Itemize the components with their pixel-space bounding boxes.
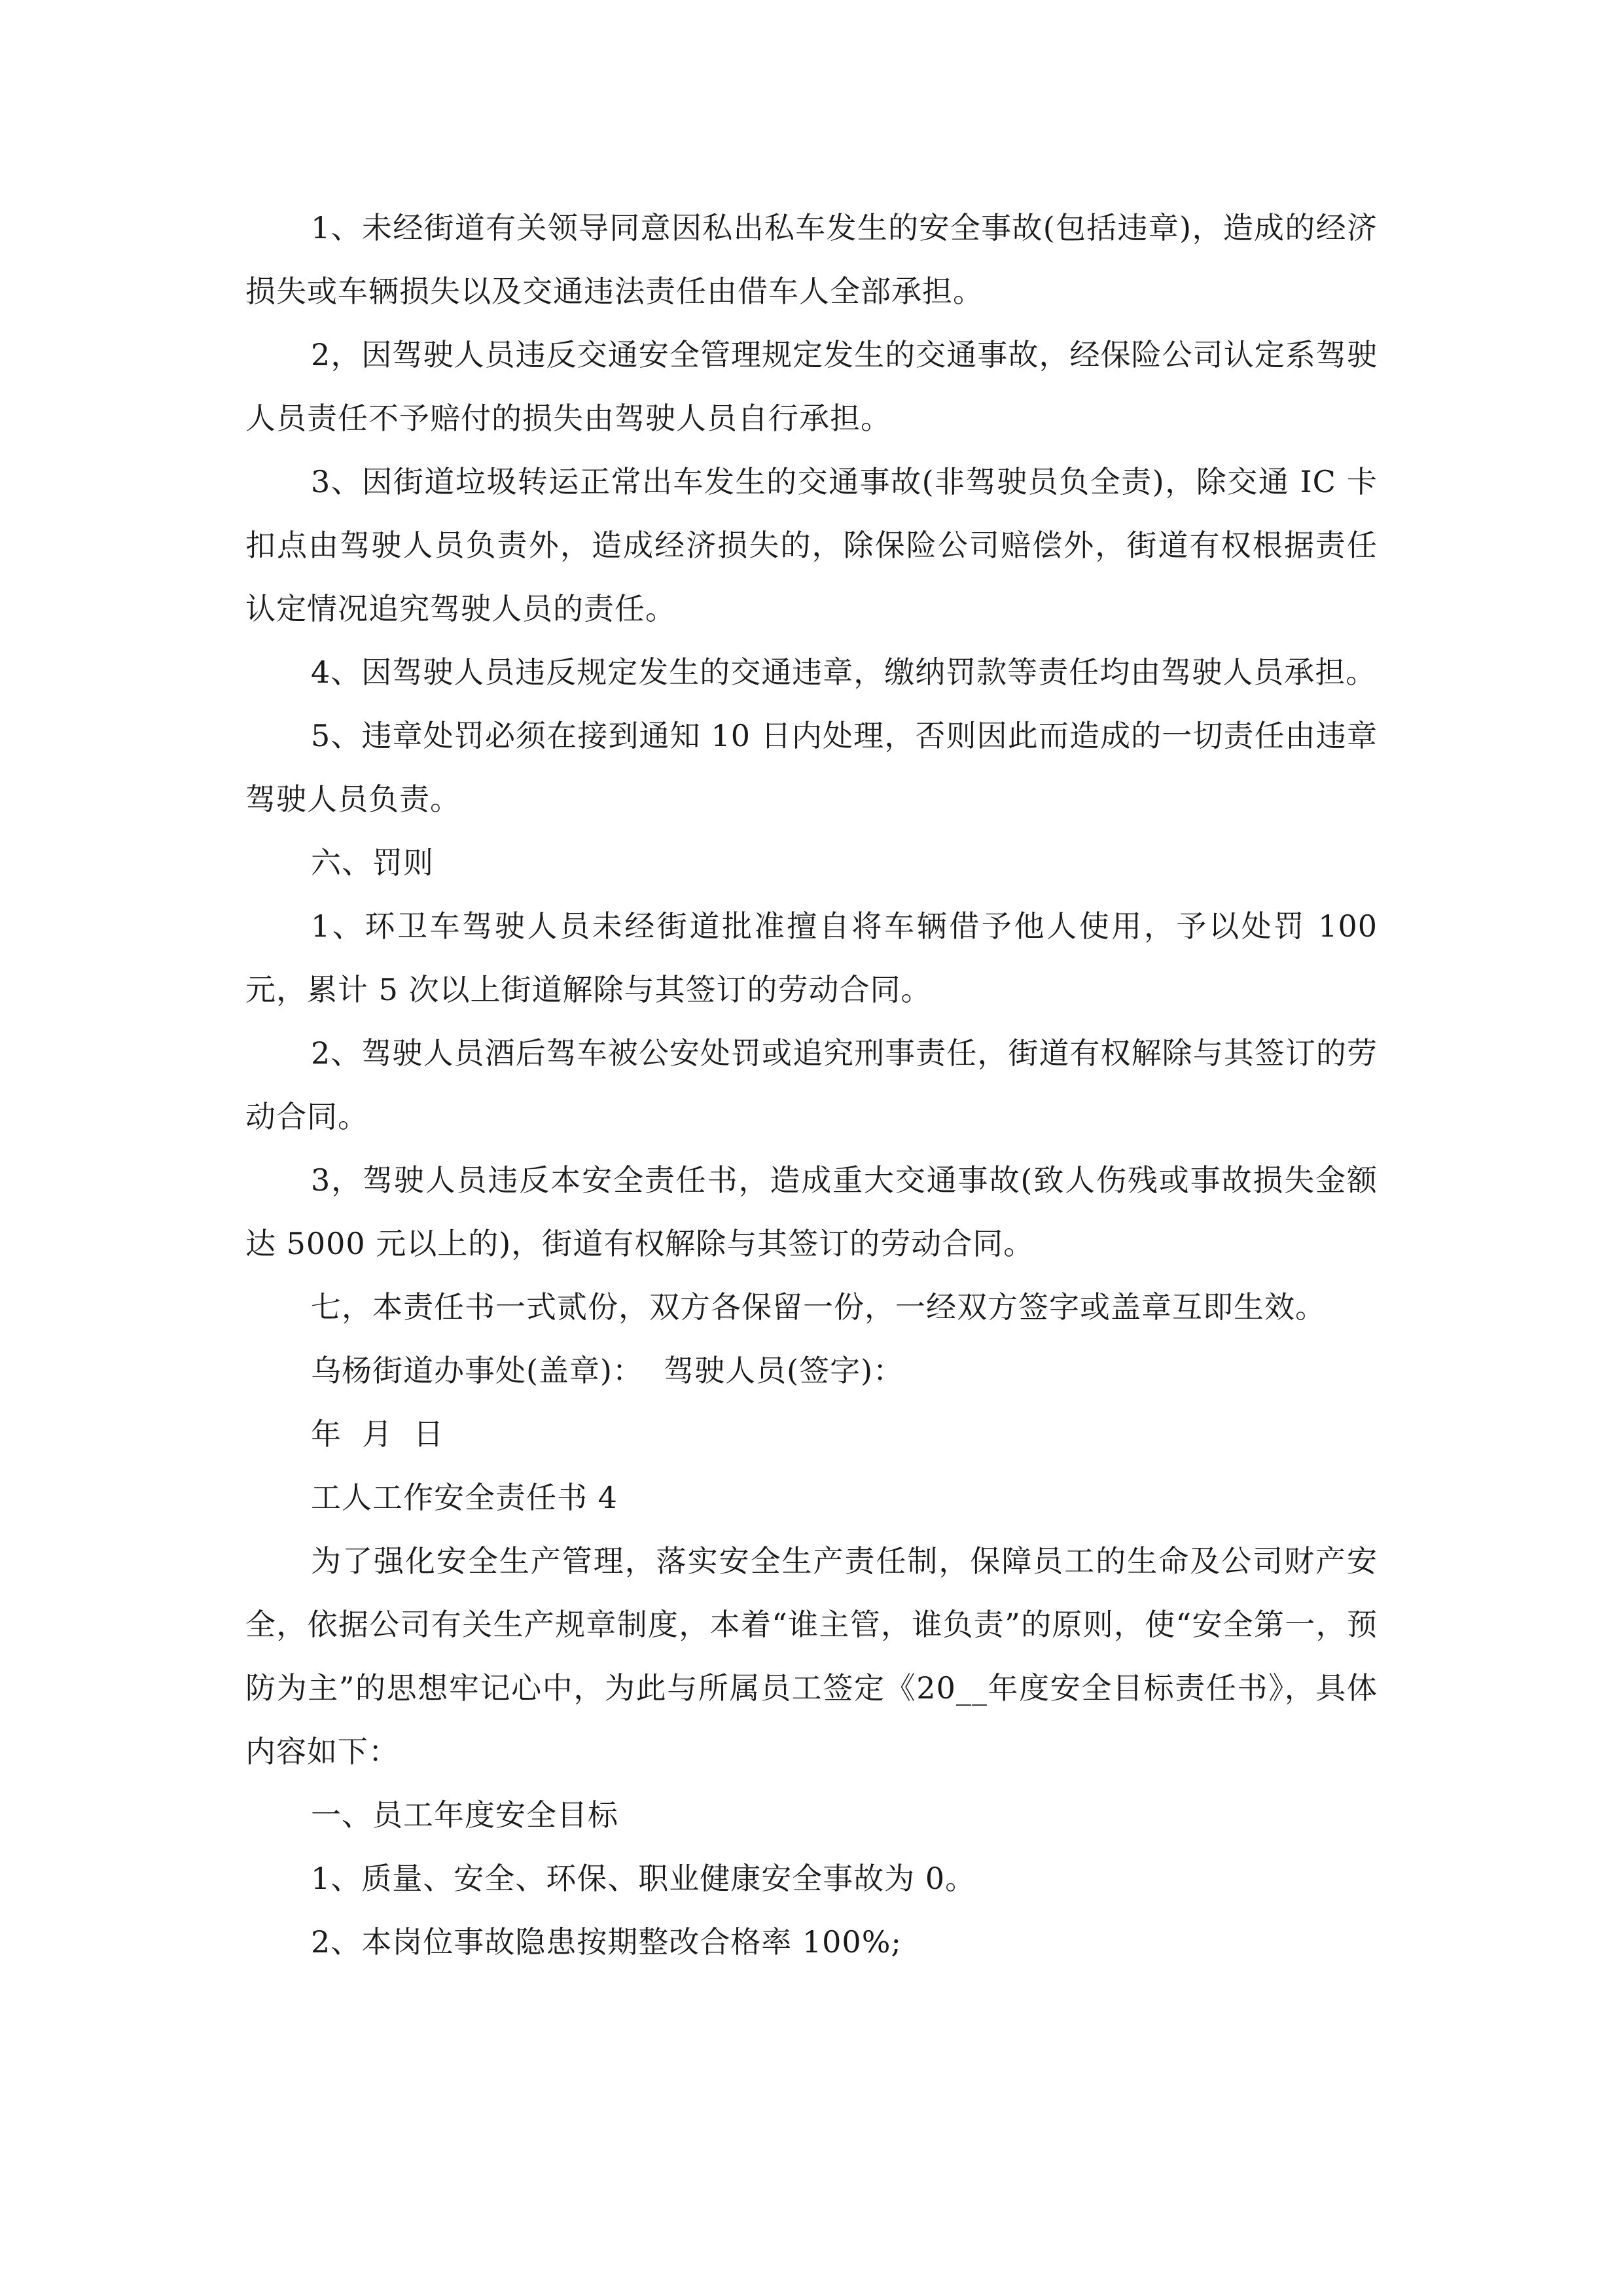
section-heading-annual-goals: 一、员工年度安全目标 — [311, 1797, 618, 1833]
paragraph-clause-4-violations: 4、因驾驶人员违反规定发生的交通违章，缴纳罚款等责任均由驾驶人员承担。 — [311, 655, 1377, 690]
document-title-4: 工人工作安全责任书 4 — [311, 1480, 618, 1515]
paragraph-penalty-1: 1、环卫车驾驶人员未经街道批准擅自将车辆借予他人使用，予以处罚 100 元，累计 5 次以上街道解除与其签订的劳动合同。 — [245, 908, 1378, 1007]
paragraph-intro: 为了强化安全生产管理，落实安全生产责任制，保障员工的生命及公司财产安全，依据公司有关生产规章制度，本着“谁主管，谁负责”的原则，使“安全第一，预防为主”的思想牢记心中，为此与所属员工签定《20__年度安全目标责任书》，具体内容如下： — [245, 1543, 1378, 1769]
date-line: 年 月 日 — [311, 1416, 444, 1452]
paragraph-goal-2: 2、本岗位事故隐患按期整改合格率 100%; — [311, 1924, 902, 1960]
paragraph-clause-3-garbage-transport: 3、因街道垃圾转运正常出车发生的交通事故(非驾驶员负全责)，除交通 IC 卡扣点由驾驶人员负责外，造成经济损失的，除保险公司赔偿外，街道有权根据责任认定情况追究驾驶人员的责任。 — [245, 464, 1378, 626]
section-heading-penalties: 六、罚则 — [311, 845, 434, 880]
paragraph-goal-1: 1、质量、安全、环保、职业健康安全事故为 0。 — [311, 1861, 976, 1896]
paragraph-section-7-validity: 七，本责任书一式贰份，双方各保留一份，一经双方签字或盖章互即生效。 — [311, 1289, 1326, 1325]
paragraph-clause-1-private-use: 1、未经街道有关领导同意因私出私车发生的安全事故(包括违章)，造成的经济损失或车辆损失以及交通违法责任由借车人全部承担。 — [245, 210, 1378, 309]
paragraph-clause-5-deadline: 5、违章处罚必须在接到通知 10 日内处理，否则因此而造成的一切责任由违章驾驶人员负责。 — [245, 718, 1378, 817]
paragraph-penalty-2: 2、驾驶人员酒后驾车被公安处罚或追究刑事责任，街道有权解除与其签订的劳动合同。 — [245, 1035, 1378, 1134]
paragraph-clause-2-insurance: 2，因驾驶人员违反交通安全管理规定发生的交通事故，经保险公司认定系驾驶人员责任不予赔付的损失由驾驶人员自行承担。 — [245, 337, 1378, 436]
paragraph-penalty-3: 3，驾驶人员违反本安全责任书，造成重大交通事故(致人伤残或事故损失金额达 5000 元以上的)，街道有权解除与其签订的劳动合同。 — [245, 1162, 1378, 1261]
document-body — [245, 196, 1378, 1974]
signature-line: 乌杨街道办事处(盖章)： 驾驶人员(签字)： — [311, 1353, 904, 1388]
